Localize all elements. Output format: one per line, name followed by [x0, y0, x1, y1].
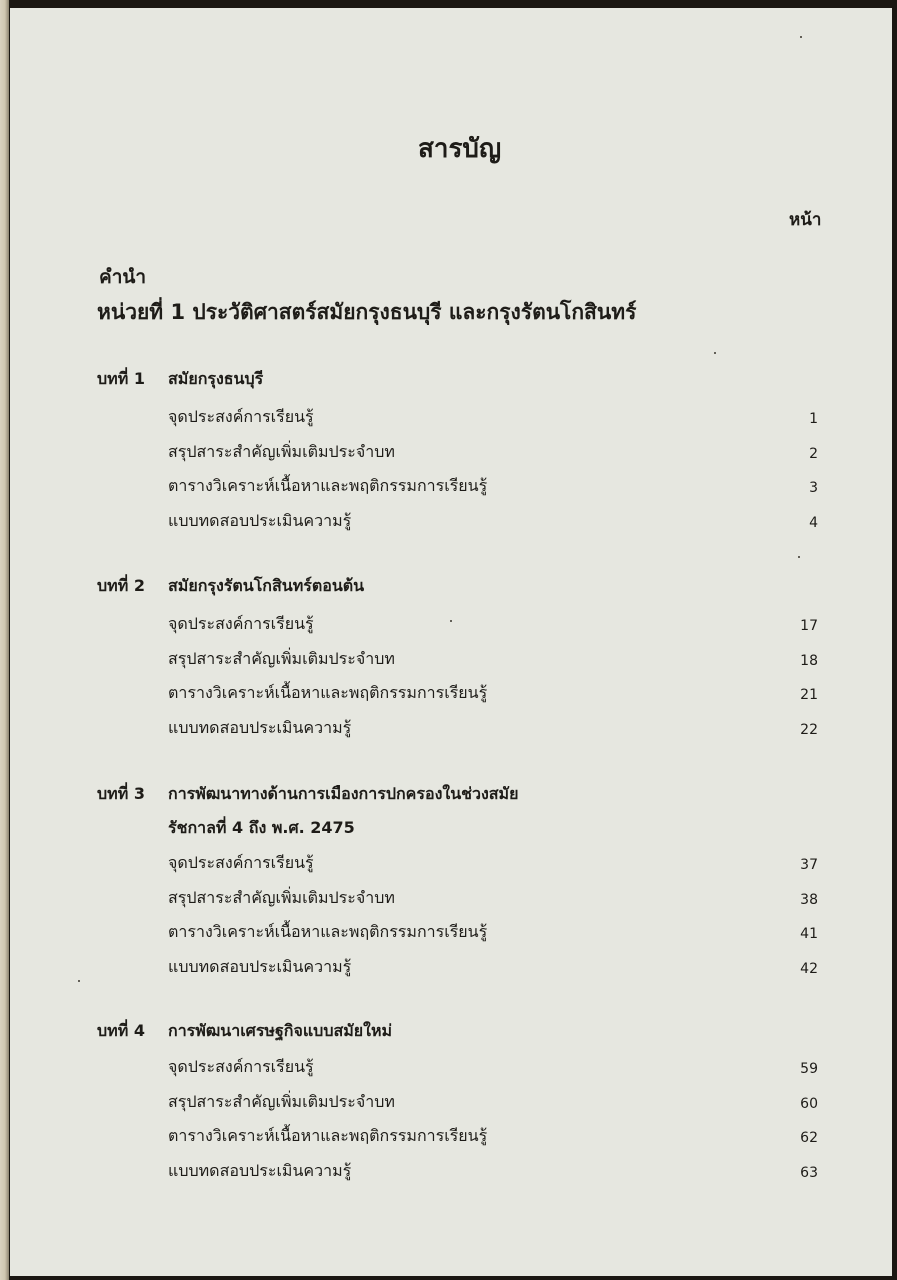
toc-entry-page-number: 62: [800, 1130, 818, 1146]
toc-entry-page-number: 37: [800, 857, 818, 873]
toc-entry-text: จุดประสงค์การเรียนรู้: [168, 853, 314, 872]
chapter-label: บทที่ 4: [97, 1021, 145, 1040]
toc-entry-page-number: 18: [800, 652, 818, 669]
toc-entry-page-number: 42: [800, 960, 818, 977]
toc-entry-page-number: 59: [800, 1061, 818, 1077]
chapter-label: บทที่ 2: [97, 576, 145, 595]
book-binding-edge: [0, 0, 9, 1280]
toc-entry-page-number: 38: [800, 891, 818, 908]
chapter-title: สมัยกรุงรัตนโกสินทร์ตอนต้น: [168, 576, 365, 595]
toc-entry-text: ตารางวิเคราะห์เนื้อหาและพฤติกรรมการเรียนรู้: [168, 922, 488, 941]
toc-entry-text: สรุปสาระสำคัญเพิ่มเติมประจำบท: [168, 648, 395, 668]
page-title: สารบัญ: [418, 134, 502, 164]
toc-entry-page-number: 4: [809, 514, 818, 531]
toc-entry-page-number: 60: [800, 1095, 818, 1112]
toc-entry-page-number: 2: [809, 445, 818, 462]
toc-entry-page-number: 22: [800, 721, 818, 738]
toc-entry-page-number: 21: [800, 687, 818, 703]
chapter-title: การพัฒนาเศรษฐกิจแบบสมัยใหม่: [168, 1021, 393, 1040]
chapter-title: รัชกาลที่ 4 ถึง พ.ศ. 2475: [168, 818, 355, 837]
chapter-title: สมัยกรุงธนบุรี: [168, 369, 264, 388]
toc-entry-text: สรุปสาระสำคัญเพิ่มเติมประจำบท: [168, 1091, 395, 1111]
paper-speck: [450, 620, 452, 622]
toc-entry-text: สรุปสาระสำคัญเพิ่มเติมประจำบท: [168, 887, 395, 907]
toc-entry-text: สรุปสาระสำคัญเพิ่มเติมประจำบท: [168, 441, 395, 461]
toc-intro-entry: คำนำ: [99, 266, 147, 288]
paper-speck: [78, 980, 80, 982]
toc-entry-text: จุดประสงค์การเรียนรู้: [168, 614, 314, 633]
toc-entry-text: แบบทดสอบประเมินความรู้: [168, 1160, 352, 1180]
toc-entry-text: จุดประสงค์การเรียนรู้: [168, 407, 314, 426]
toc-entry-text: แบบทดสอบประเมินความรู้: [168, 956, 352, 976]
paper-speck: [714, 352, 716, 354]
toc-entry-page-number: 3: [809, 480, 818, 496]
chapter-label: บทที่ 1: [97, 369, 145, 388]
toc-entry-page-number: 41: [800, 926, 818, 942]
toc-entry-page-number: 63: [800, 1164, 818, 1181]
toc-entry-text: ตารางวิเคราะห์เนื้อหาและพฤติกรรมการเรียนรู้: [168, 476, 488, 495]
paper-speck: [800, 36, 802, 38]
toc-entry-page-number: 1: [809, 411, 818, 427]
toc-entry-text: แบบทดสอบประเมินความรู้: [168, 510, 352, 530]
paper-speck: [798, 556, 800, 558]
toc-entry-text: จุดประสงค์การเรียนรู้: [168, 1057, 314, 1076]
toc-entry-text: ตารางวิเคราะห์เนื้อหาและพฤติกรรมการเรียนรู้: [168, 1126, 488, 1145]
document-page: [10, 8, 892, 1276]
chapter-label: บทที่ 3: [97, 784, 145, 803]
toc-entry-text: ตารางวิเคราะห์เนื้อหาและพฤติกรรมการเรียนรู้: [168, 683, 488, 702]
chapter-title: การพัฒนาทางด้านการเมืองการปกครองในช่วงสมัย: [168, 784, 519, 803]
toc-entry-page-number: 17: [800, 618, 818, 634]
toc-unit-heading: หน่วยที่ 1 ประวัติศาสตร์สมัยกรุงธนบุรี และกรุงรัตนโกสินทร์: [97, 300, 637, 324]
page-column-header: หน้า: [789, 210, 822, 230]
toc-entry-text: แบบทดสอบประเมินความรู้: [168, 717, 352, 737]
